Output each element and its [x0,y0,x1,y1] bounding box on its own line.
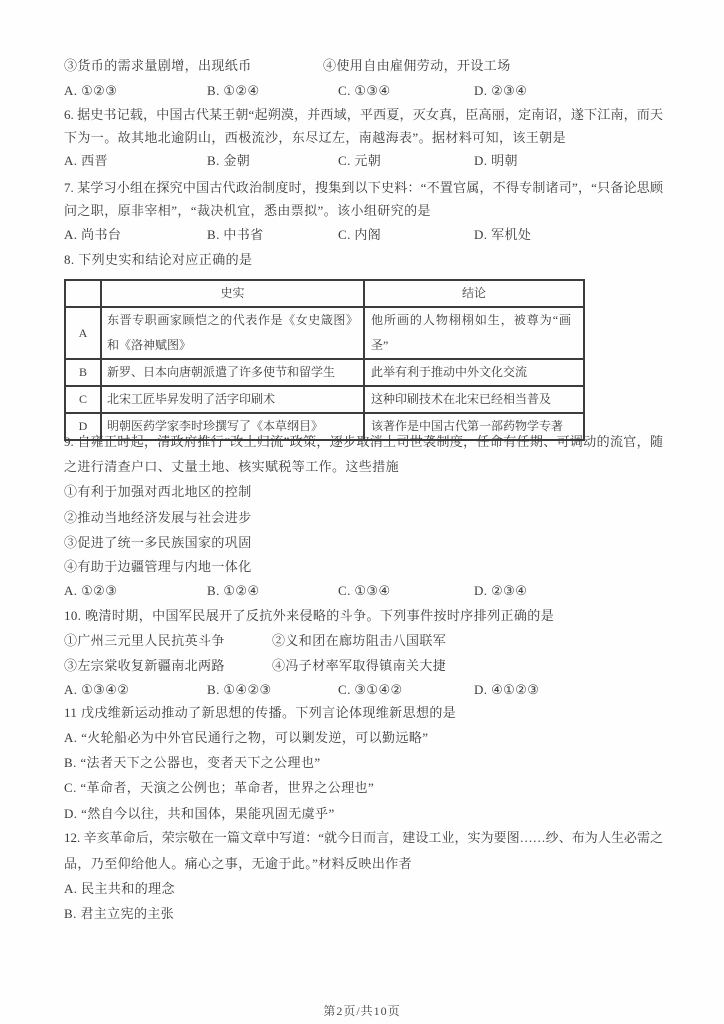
q10-item-1: ①广州三元里人民抗英斗争 [64,633,225,648]
q5-item-4: ④使用自由雇佣劳动，开设工场 [323,58,511,73]
row-label: B [65,359,101,386]
q9-choice-d: D. ②③④ [474,583,528,598]
row-fact: 新罗、日本向唐朝派遣了许多使节和留学生 [101,359,364,386]
q7-choice-d: D. 军机处 [474,227,532,242]
q5-choice-c: C. ①③④ [338,83,391,98]
row-label: A [65,307,101,359]
row-conclusion: 这种印刷技术在北宋已经相当普及 [364,386,584,413]
q5-numbered-items [64,57,664,74]
q5-choices-row [64,82,664,99]
q12-stem-line2: 品，乃至仰给他人。痛心之事，无逾于此。”材料反映出作者 [64,856,413,871]
table-header-fact: 史实 [101,280,364,307]
table-header-blank [65,280,101,307]
q7-choice-a: A. 尚书台 [64,227,122,242]
q6-choice-d: D. 明朝 [474,153,518,168]
row-conclusion: 他所画的人物栩栩如生，被尊为“画圣” [364,307,584,359]
q6-choice-b: B. 金朝 [207,153,251,168]
q10-choice-c: C. ③①④② [338,682,403,697]
q6-stem-line1: 6. 据史书记载，中国古代某王朝“起朔漠，并西域，平西夏，灭女真，臣高丽，定南诏，遂下江南，而天 [64,107,663,122]
table-header-row [65,280,584,307]
q10-choice-a: A. ①③④② [64,682,130,697]
page-footer: 第2页/共10页 [323,1004,401,1018]
q10-stem: 10. 晚清时期，中国军民展开了反抗外来侵略的斗争。下列事件按时序排列正确的是 [64,608,555,623]
q11-choice-a: A. “火轮船必为中外官民通行之物，可以剿发逆，可以勤远略” [64,730,429,745]
q10-item-2: ②义和团在廊坊阻击八国联军 [272,633,447,648]
row-fact: 北宋工匠毕昇发明了活字印刷术 [101,386,364,413]
q7-choices-row [64,226,664,243]
q11-stem: 11 戊戌维新运动推动了新思想的传播。下列言论体现维新思想的是 [64,705,457,720]
q7-choice-b: B. 中书省 [207,227,264,242]
q8-fact-conclusion-table [64,279,585,441]
q10-choice-d: D. ④①②③ [474,682,540,697]
table-row [65,386,584,413]
q10-items-row2 [64,657,664,674]
q8-stem: 8. 下列史实和结论对应正确的是 [64,252,253,267]
q7-stem-line1: 7. 某学习小组在探究中国古代政治制度时，搜集到以下史料：“不置官属，不得专制诸司”，“只备论思顾 [64,180,663,195]
q7-stem-line2: 问之职，原非宰相”，“裁决机宜，悉由票拟”。该小组研究的是 [64,203,431,218]
q10-choices-row [64,681,664,698]
q6-choice-a: A. 西晋 [64,153,108,168]
q5-choice-d: D. ②③④ [474,83,528,98]
q9-item-4: ④有助于边疆管理与内地一体化 [64,559,252,574]
q11-choice-d: D. “然自今以往，共和国体，果能巩固无虞乎” [64,806,335,821]
q10-choice-b: B. ①④②③ [207,682,272,697]
q9-choice-b: B. ①②④ [207,583,260,598]
table-row [65,307,584,359]
q7-choice-c: C. 内阁 [338,227,382,242]
row-fact: 东晋专职画家顾恺之的代表作是《女史箴图》和《洛神赋图》 [101,307,364,359]
q9-stem-line1: 9. 自雍正时起，清政府推行“改土归流”政策，逐步取消土司世袭制度，任命有任期、可调动的流官，随 [64,434,663,449]
row-fact: 明朝医药学家李时珍撰写了《本草纲目》 [101,413,364,440]
q10-items-row1 [64,632,664,649]
q9-stem-line2: 之进行清查户口、丈量土地、核实赋税等工作。这些措施 [64,459,400,474]
q10-item-3: ③左宗棠收复新疆南北两路 [64,658,225,673]
q9-choices-row [64,582,664,599]
q12-stem-line1: 12. 辛亥革命后，荣宗敬在一篇文章中写道：“就今日而言，建设工业，实为要图……纱、布为人生必需之 [64,830,663,845]
table-row [65,359,584,386]
q5-choice-a: A. ①②③ [64,83,118,98]
q9-item-1: ①有利于加强对西北地区的控制 [64,484,252,499]
table-header-conclusion: 结论 [364,280,584,307]
q11-choice-c: C. “革命者，天演之公例也；革命者，世界之公理也” [64,780,375,795]
q9-choice-a: A. ①②③ [64,583,118,598]
q9-item-2: ②推动当地经济发展与社会进步 [64,510,252,525]
q10-item-4: ④冯子材率军取得镇南关大捷 [272,658,447,673]
q5-choice-b: B. ①②④ [207,83,260,98]
q9-item-3: ③促进了统一多民族国家的巩固 [64,535,252,550]
q5-item-3: ③货币的需求量剧增，出现纸币 [64,58,252,73]
q12-choice-b: B. 君主立宪的主张 [64,906,175,921]
row-conclusion: 该著作是中国古代第一部药物学专著 [364,413,584,440]
q9-choice-c: C. ①③④ [338,583,391,598]
q6-choices-row [64,152,664,169]
q6-choice-c: C. 元朝 [338,153,382,168]
q11-choice-b: B. “法者天下之公器也，变者天下之公理也” [64,755,321,770]
q12-choice-a: A. 民主共和的理念 [64,881,175,896]
row-label: D [65,413,101,440]
q6-stem-line2: 下为一。故其地北逾阴山，西极流沙，东尽辽左，南越海表”。据材料可知，该王朝是 [64,130,566,145]
row-conclusion: 此举有利于推动中外文化交流 [364,359,584,386]
row-label: C [65,386,101,413]
